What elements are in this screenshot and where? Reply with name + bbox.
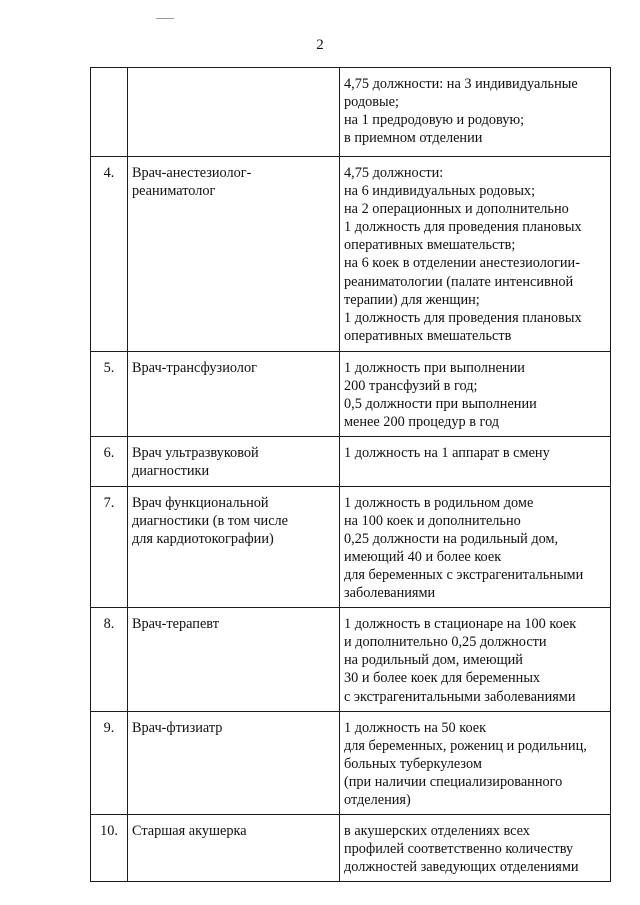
row-number-cell [91,437,128,486]
norm-cell [340,68,611,157]
norm-line: 30 и более коек для беременных [344,670,541,687]
norm-line: 1 должность в родильном доме [344,494,534,511]
position-line: диагностики (в том числе [132,512,289,529]
norm-line: на родильный дом, имеющий [344,652,523,669]
norm-line: на 1 предродовую и родовую; [344,112,525,129]
norm-line: 4,75 должности: [344,165,444,181]
norm-line: заболеваниями [344,585,436,602]
norm-line: 200 трансфузий в год; [344,378,478,395]
position-cell [128,711,340,814]
row-number-cell [91,157,128,352]
norm-cell [340,486,611,608]
row-number-cell [91,68,128,157]
position-cell [128,68,340,157]
position-line: Врач ультразвуковой [132,445,259,462]
norm-line: 1 должность на 50 коек [344,719,487,736]
row-number: 5. [103,360,115,376]
position-line: Старшая акушерка [132,823,247,840]
norm-line: с экстрагенитальными заболеваниями [344,688,576,705]
position-cell [128,815,340,882]
norm-line: для беременных, рожениц и родильниц, [344,737,587,754]
norm-line: 1 должность в стационаре на 100 коек [344,616,577,633]
position-line: Врач-фтизиатр [132,719,223,736]
norm-cell [340,352,611,437]
row-number-cell [91,486,128,608]
norm-line: 4,75 должности: на 3 индивидуальные [344,76,578,92]
table-row [91,711,611,814]
norm-cell [340,157,611,352]
norm-line: на 6 индивидуальных родовых; [344,183,536,200]
position-line: Врач-терапевт [132,616,219,633]
page-number: 2 [316,37,324,53]
norm-line: и дополнительно 0,25 должности [344,634,547,651]
norm-line: 1 должность для проведения плановых [344,219,582,236]
norm-line: в приемном отделении [344,130,483,147]
row-number: 8. [103,616,115,633]
norm-line: имеющий 40 и более коек [344,548,502,565]
norm-line: менее 200 процедур в год [344,414,500,431]
norm-line: на 2 операционных и дополнительно [344,201,569,218]
norm-line: терапии) для женщин; [344,291,480,308]
norm-line: оперативных вмешательств; [344,237,516,254]
row-number: 4. [103,165,115,181]
norm-cell [340,815,611,882]
norm-line: должностей заведующих отделениями [344,859,579,876]
table-row [91,608,611,711]
table-row [91,157,611,352]
norm-line: оперативных вмешательств [344,327,512,344]
norm-line: реаниматологии (палате интенсивной [344,273,574,290]
position-line: диагностики [132,463,210,480]
position-cell [128,157,340,352]
row-number-cell [91,711,128,814]
norm-line: 0,25 должности на родильный дом, [344,530,559,547]
norm-line: больных туберкулезом [344,755,482,772]
norm-line: родовые; [344,94,399,111]
row-number: 7. [103,494,115,511]
position-line: для кардиотокографии) [132,530,274,547]
norm-line: отделения) [344,791,411,808]
row-number: 10. [100,823,118,840]
table-row [91,437,611,486]
table-row [91,486,611,608]
table-row [91,352,611,437]
row-number: 6. [103,445,115,462]
row-number-cell [91,608,128,711]
position-line: Врач-анестезиолог- [132,165,252,181]
table-row [91,68,611,157]
norm-line: 0,5 должности при выполнении [344,396,537,413]
norm-cell [340,608,611,711]
row-number-cell [91,815,128,882]
norm-line: 1 должность для проведения плановых [344,309,582,326]
position-cell [128,352,340,437]
norm-line: профилей соответственно количеству [344,841,574,858]
norm-line: 1 должность на 1 аппарат в смену [344,445,550,462]
norm-line: (при наличии специализированного [344,773,563,790]
norm-line: на 6 коек в отделении анестезиологии- [344,255,580,272]
staffing-table-body [91,68,611,882]
position-line: Врач функциональной [132,494,269,511]
norm-line: для беременных с экстрагенитальными [344,566,584,583]
norm-line: 1 должность при выполнении [344,360,525,376]
position-line: Врач-трансфузиолог [132,360,257,376]
norm-line: на 100 коек и дополнительно [344,512,521,529]
scan-mark [156,18,174,19]
position-line: реаниматолог [132,183,216,200]
table-row [91,815,611,882]
norm-cell [340,711,611,814]
norm-line: в акушерских отделениях всех [344,823,530,840]
row-number: 9. [103,719,115,736]
row-number-cell [91,352,128,437]
position-cell [128,437,340,486]
staffing-table [90,67,611,882]
norm-cell [340,437,611,486]
position-cell [128,486,340,608]
position-cell [128,608,340,711]
